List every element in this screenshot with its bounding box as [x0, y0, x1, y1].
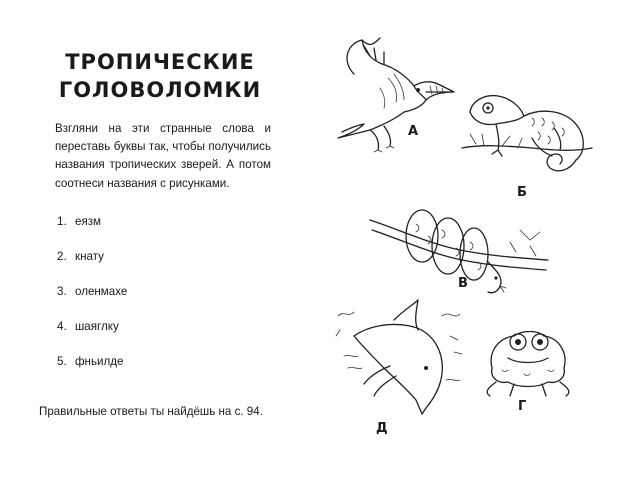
page-title-line2: ГОЛОВОЛОМКИ: [58, 78, 262, 102]
word-number: 3.: [57, 285, 67, 298]
intro-text: Взгляни на эти странные слова и переставь буквы так, чтобы получились названия тропических зверей. А потом соотнеси названия с рисунками.: [55, 122, 271, 190]
puzzle-word: [57, 284, 127, 300]
word-number: 1.: [57, 215, 67, 228]
word-number: 4.: [57, 320, 67, 333]
word-text: кнату: [75, 250, 104, 263]
word-number: 5.: [57, 355, 67, 368]
answer-note: Правильные ответы ты найдёшь на с. 94.: [39, 405, 263, 418]
picture-label-v: В: [458, 276, 468, 291]
puzzle-word: [57, 249, 104, 265]
word-text: шаяглку: [75, 320, 119, 333]
page-title-line1: ТРОПИЧЕСКИЕ: [65, 50, 255, 74]
chameleon-icon: [462, 88, 612, 198]
word-text: еязм: [75, 215, 102, 228]
frog-icon: [478, 322, 578, 402]
puzzle-word: [57, 319, 119, 335]
right-page: [320, 0, 627, 488]
dolphin-icon: [334, 296, 474, 420]
picture-label-a: А: [408, 124, 419, 139]
picture-label-d: Д: [376, 421, 388, 436]
word-text: оленмахе: [75, 285, 128, 298]
picture-label-b: Б: [517, 185, 527, 200]
puzzle-word: [57, 354, 123, 370]
puzzle-word: [57, 214, 101, 230]
word-text: фньилде: [75, 355, 124, 368]
toucan-icon: [334, 34, 462, 154]
picture-label-g: Г: [518, 399, 527, 414]
word-number: 2.: [57, 250, 67, 263]
